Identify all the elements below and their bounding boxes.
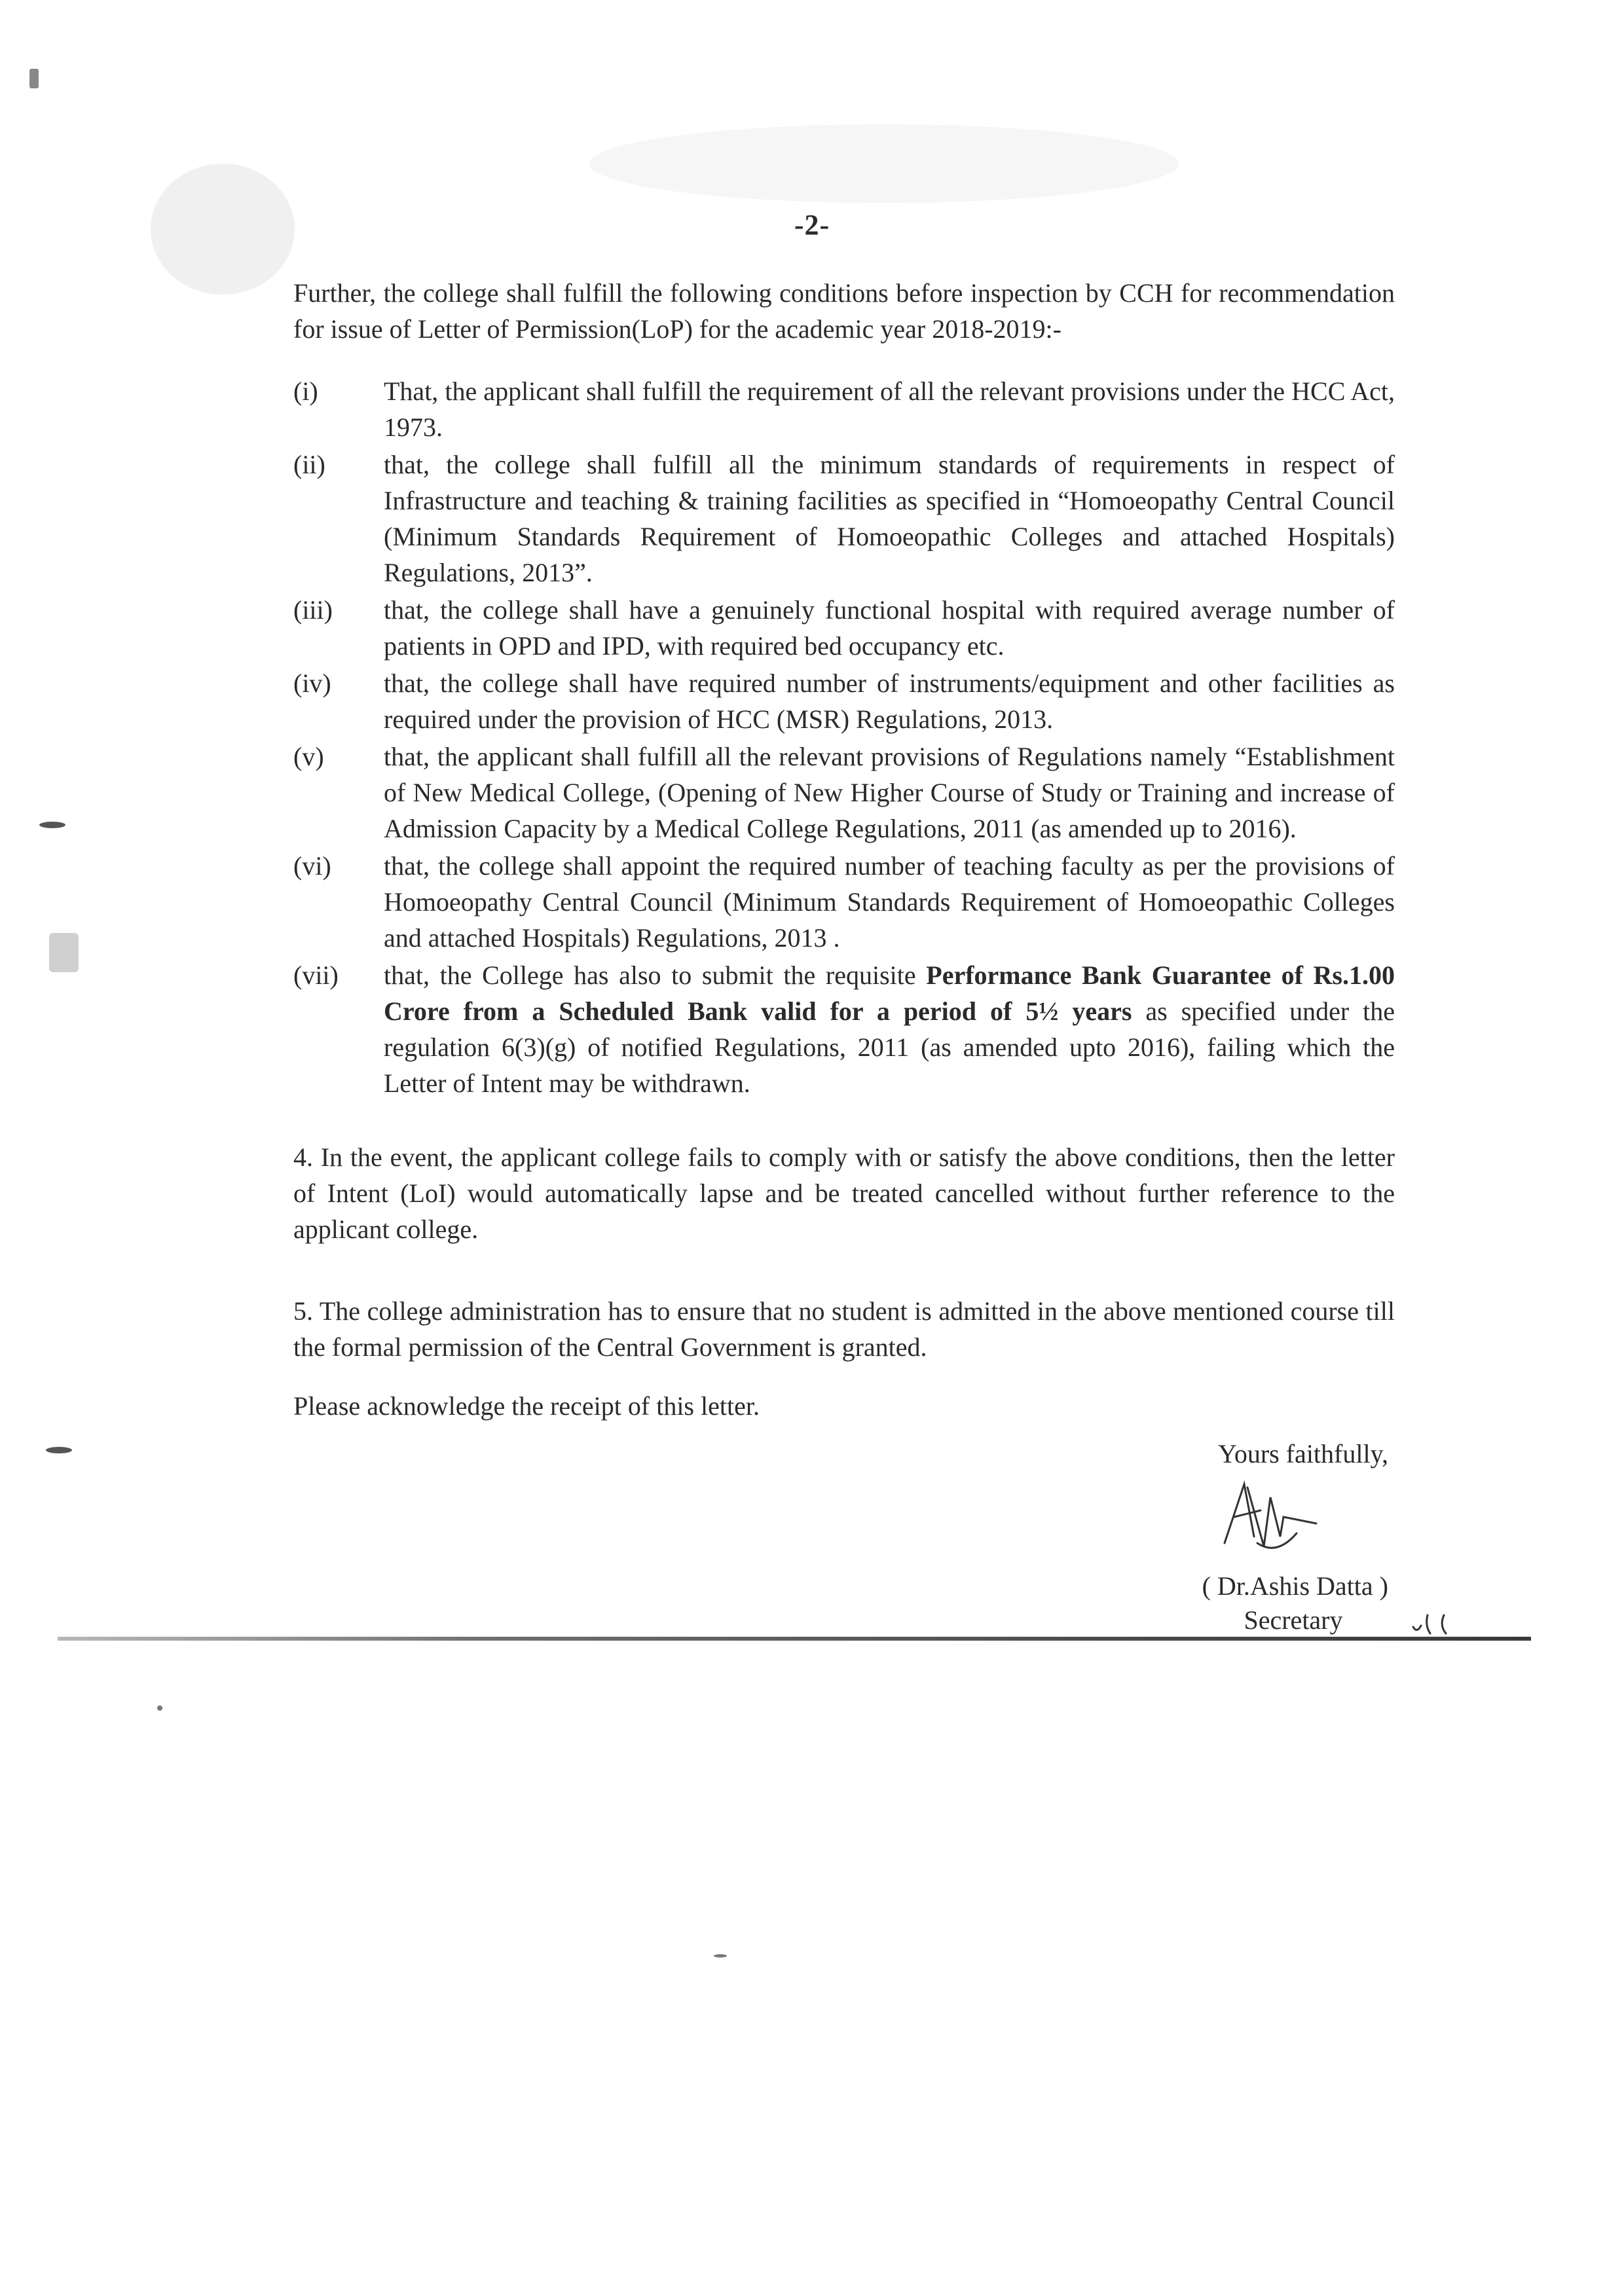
condition-number: (iii) [293,595,333,625]
conditions-list [293,373,1395,1102]
closing-salutation: Yours faithfully, [1217,1439,1388,1468]
intro-paragraph: Further, the college shall fulfill the following conditions before inspection by CCH for recommendation for issue of Letter of Permission(LoP) for the academic year 2018-2019:- [293,278,1395,344]
condition-item [293,738,1395,847]
condition-item [293,592,1395,664]
condition-text: that, the college shall have required number of instruments/equipment and other facilities as required under the provision of HCC (MSR) Regulations, 2013. [384,668,1395,734]
footer-rule [58,1637,1531,1641]
bank-guarantee-emphasis: Performance Bank Guarantee of Rs.1.00 Crore from a Scheduled Bank valid for a period of 5½ years [384,960,1395,1026]
signature-scribble [1198,1471,1356,1569]
condition-number: (ii) [293,450,325,479]
handwritten-initials [1408,1607,1486,1640]
condition-item [293,446,1395,591]
signature-block [1153,1437,1414,1637]
signatory-name: ( Dr.Ashis Datta ) [1202,1571,1388,1601]
page-number: -2- [794,209,830,241]
condition-item [293,957,1395,1101]
scan-speck [714,1954,727,1958]
paragraph-5: 5. The college administration has to ensure that no student is admitted in the above mentioned course till the formal permission of the Central Government is granted. [293,1296,1395,1362]
condition-text-end: as specified under the regulation 6(3)(g) of notified Regulations, 2011 (as amended upto 2016), failing which the Letter of Intent may be withdrawn. [384,996,1395,1098]
condition-text: That, the applicant shall fulfill the requirement of all the relevant provisions under the HCC Act, 1973. [384,376,1395,442]
paragraph-4: 4. In the event, the applicant college fails to comply with or satisfy the above conditions, then the letter of Intent (LoI) would automatically lapse and be treated cancelled without further reference to the applicant college. [293,1142,1395,1244]
handwritten-signature [1153,1471,1414,1569]
condition-number: (i) [293,376,318,406]
condition-item [293,373,1395,445]
scan-smudge [49,933,79,972]
scan-smudge [589,124,1179,203]
condition-text: that, the college shall fulfill all the minimum standards of requirements in respect of Infrastructure and teaching & training facilities as specified in “Homoeopathy Central Council (Minimum Standards Requirement of Homoeopathic Colleges and attached Hospitals) Regulations, 2013”. [384,450,1395,587]
scan-speck [29,69,39,88]
condition-item [293,665,1395,737]
condition-text: that, the college shall appoint the required number of teaching faculty as per the provisions of Homoeopathy Central Council (Minimum Standards Requirement of Homoeopathic Colleges and attached Hospitals) Regulations, 2013 . [384,851,1395,953]
condition-item [293,848,1395,956]
scan-speck [39,822,65,828]
condition-number: (vii) [293,960,339,990]
condition-text [384,957,1395,1101]
condition-number: (v) [293,742,324,771]
condition-text: that, the applicant shall fulfill all the relevant provisions of Regulations namely “Establishment of New Medical College, (Opening of New Higher Course of Study or Training and increase of Admission Capacity by a Medical College Regulations, 2011 (as amended up to 2016). [384,742,1395,843]
acknowledge-request: Please acknowledge the receipt of this letter. [293,1391,760,1421]
scan-speck [157,1705,162,1711]
condition-number: (vi) [293,851,331,881]
condition-number: (iv) [293,668,331,698]
condition-text: that, the college shall have a genuinely functional hospital with required average number of patients in OPD and IPD, with required bed occupancy etc. [384,595,1395,661]
condition-text-start: that, the College has also to submit the requisite [384,960,927,990]
scan-speck [46,1447,72,1453]
signatory-title: Secretary [1244,1605,1343,1635]
